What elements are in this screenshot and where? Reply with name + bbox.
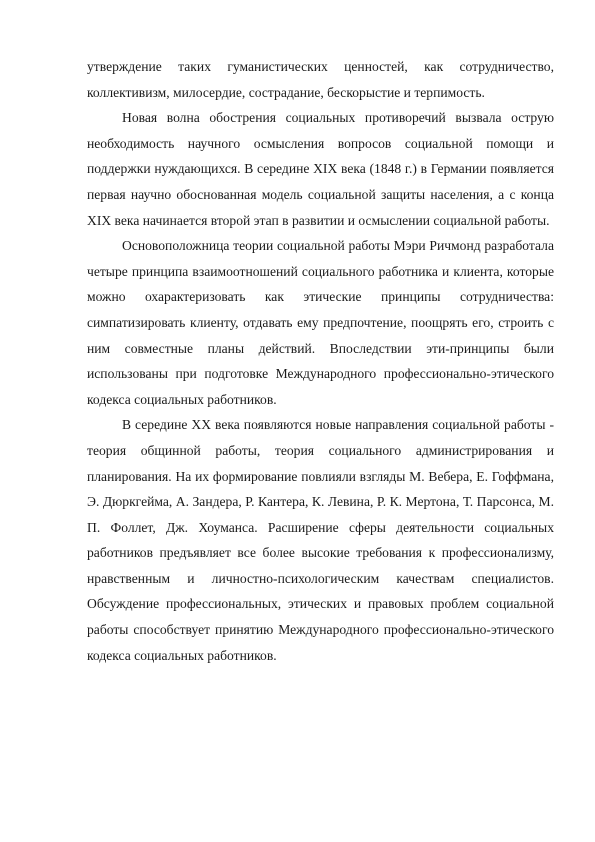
paragraph-3: Основоположница теории социальной работы Мэри Ричмонд разработала четыре принципа взаимоотношений социального работника и клиента, которые можно охарактеризовать как этические принципы сотрудничества: симпатизировать клиенту, отдавать ему предпочтение, поощрять его, строить с ним совместные планы действий. Впоследствии эти-принципы были использованы при подготовке Международного профессионально-этического кодекса социальных работников. bbox=[87, 238, 554, 407]
paragraph-2: Новая волна обострения социальных противоречий вызвала острую необходимость научного осмысления вопросов социальной помощи и поддержки нуждающихся. В середине XIX века (1848 г.) в Германии появляется первая научно обоснованная модель социальной защиты населения, а с конца XIX века начинается второй этап в развитии и осмыслении социальной работы. bbox=[87, 110, 554, 228]
document-body bbox=[87, 54, 554, 668]
paragraph-4: В середине XX века появляются новые направления социальной работы - теория общинной работы, теория социального администрирования и планирования. На их формирование повлияли взгляды М. Вебера, Е. Гоффмана, Э. Дюркгейма, А. Зандера, Р. Кантера, К. Левина, Р. К. Мертона, Т. Парсонса, М. П. Фоллет, Дж. Хоуманса. Расширение сферы деятельности социальных работников предъявляет все более высокие требования к профессионализму, нравственным и личностно-психологическим качествам специалистов. Обсуждение профессиональных, этических и правовых проблем социальной работы способствует принятию Международного профессионально-этического кодекса социальных работников. bbox=[87, 417, 554, 663]
paragraph-1: утверждение таких гуманистических ценностей, как сотрудничество, коллективизм, милосердие, сострадание, бескорыстие и терпимость. bbox=[87, 59, 554, 100]
